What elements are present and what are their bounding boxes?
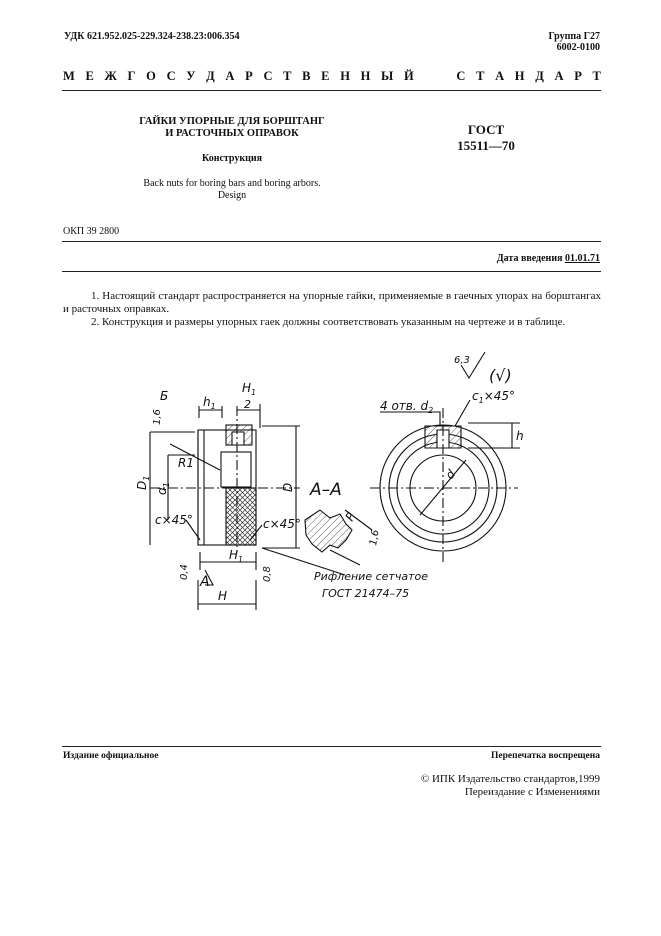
gost-label: ГОСТ [467,122,505,137]
standard-letter: Й [403,69,414,83]
reprint-prohibited: Перепечатка воспрещена [490,751,600,761]
standard-letter: О [146,69,156,83]
standard-letter: Р [245,69,253,83]
standard-letter: Г [127,69,136,83]
label-knurl: Рифление сетчатое [314,570,428,583]
standard-letter: С [166,69,176,83]
standard-letter: А [495,69,505,83]
standard-letter: Е [321,69,330,83]
standard-letter: Р [574,69,582,83]
date-rule [62,271,601,272]
label-16b: 1,6 [368,528,382,547]
label-H1-bottom: $H_1$ [229,548,244,564]
udk-code: УДК 621.952.025-229.324-238.23:006.354 [64,31,240,42]
standard-letter: Н [340,69,350,83]
label-H: H [218,589,228,603]
reissue-note: Переиздание с Изменениями [464,786,600,798]
subtitle: Конструкция [201,153,263,164]
label-knurl-gost: ГОСТ 21474–75 [322,587,410,600]
paragraph-2: 2. Конструкция и размеры упорных гаек должны соответствовать указанным на чертеже и в таблице. [91,316,566,328]
label-b: Б [160,389,169,403]
english-title [104,178,360,202]
threaded-bore [221,452,251,487]
label-h1: $h_1$ [203,395,216,411]
standard-letter: Т [592,69,601,83]
group-label: Группа Г27 [548,31,600,42]
label-cx45-right: c×45° [263,517,301,531]
label-cx45-left: c×45° [155,513,193,527]
label-D: D [281,482,295,492]
knurled-band [226,488,256,545]
title-line-2: И РАСТОЧНЫХ ОПРАВОК [165,128,299,139]
official-edition: Издание официальное [63,751,159,761]
technical-drawing [0,340,661,620]
label-arrow-a: A [200,574,210,590]
document-title [104,116,360,140]
gost-number: 15511—70 [457,138,515,153]
roughness-value: 6,3 [454,355,470,366]
roughness-16: 1,6 [152,409,163,425]
roughness-note: (√) [489,366,512,385]
standard-letter: А [225,69,235,83]
okp-rule [62,241,601,242]
label-P: P [342,510,359,524]
standard-letter: А [554,69,564,83]
header-rule [62,90,601,91]
label-section-aa: A–A [310,480,342,500]
standard-letter: Н [514,69,525,83]
dim-H1-bottom [200,552,256,570]
standard-letter: М [63,69,75,83]
label-R1: R1 [178,456,194,470]
intro-date-label: Дата введения [496,253,563,264]
gost-designation [456,122,516,154]
standard-letter: Н [360,69,371,83]
standard-letter: С [263,69,273,83]
label-d1: $d_1$ [155,482,171,495]
label-c1x45: $c_1\times 45^\circ$ [472,389,516,405]
leaders [170,444,345,575]
label-d-right: d [442,467,459,482]
english-title-line-2: Design [217,190,247,201]
label-04: 0,4 [179,564,190,580]
okp-code: ОКП 39 2800 [63,226,120,237]
english-title-line-1: Back nuts for boring bars and boring arbors. [143,178,321,189]
group-code [548,31,600,53]
intro-date-value: 01.01.71 [565,253,600,264]
standard-letter: Ж [104,69,117,83]
label-H1-half: $H_1$ [242,381,257,397]
standard-letter: Т [476,69,485,83]
standard-letter: Ы [381,69,394,83]
introduction-date [497,253,600,264]
interstate-standard-heading [63,69,601,84]
title-line-1: ГАЙКИ УПОРНЫЕ ДЛЯ БОРШТАНГ [139,116,325,127]
label-half-den: 2 [244,398,251,411]
standard-letter: В [302,69,311,83]
label-holes: 4 отв. $d_2$ [380,399,434,415]
copyright-block [421,773,600,799]
standard-letter: Т [283,69,292,83]
paragraph-1: 1. Настоящий стандарт распространяется на упорные гайки, применяемые в гаечных упорах на борштангах и расточных оправках. [63,290,601,315]
standard-letter: С [456,69,466,83]
label-08: 0,8 [262,566,273,582]
footer-rule [62,746,601,747]
standard-letter: Д [206,69,215,83]
label-h-right: h [516,429,524,443]
copyright: © ИПК Издательство стандартов,1999 [420,773,600,785]
standard-letter: Д [535,69,544,83]
group-number: 6002-0100 [556,42,600,53]
standard-letter: У [186,69,196,83]
standard-letter: Е [85,69,94,83]
label-D1: $D_1$ [135,475,151,490]
slot [232,432,244,445]
